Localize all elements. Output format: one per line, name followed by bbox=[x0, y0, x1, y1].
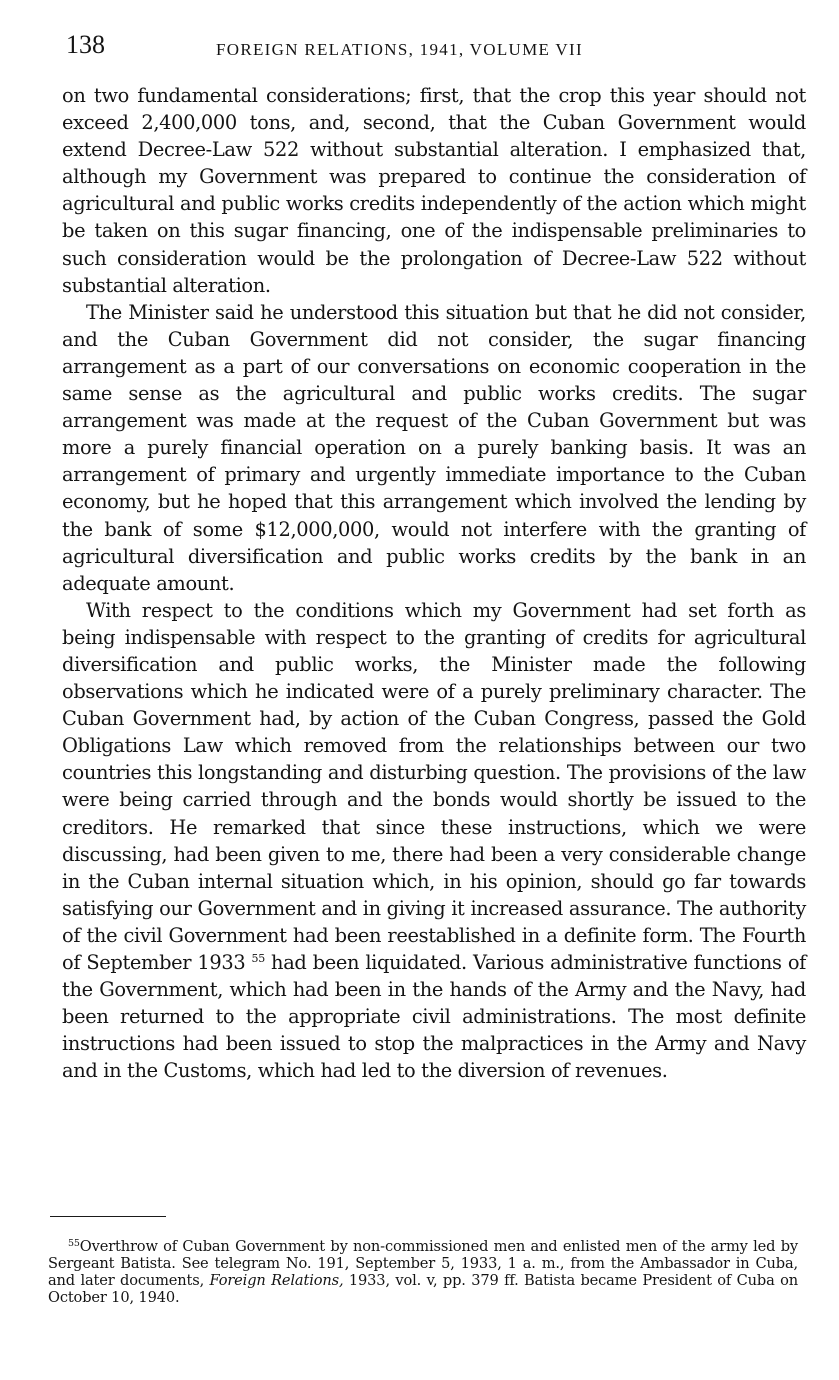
paragraph-2: The Minister said he understood this situation but that he did not consider, and the Cuban Government did not consider, the sugar financing arrangement as a part of our conversations on economic cooperation in the same sense as the agricultural and public works credits. The sugar arrangement was made at the request of the Cuban Government but was more a purely financial operation on a purely banking basis. It was an arrangement of primary and urgently immediate importance to the Cuban economy, but he hoped that this arrangement which involved the lending by the bank of some $12,000,000, would not interfere with the granting of agricultural diversification and public works credits by the bank in an adequate amount. bbox=[62, 300, 806, 595]
footnote-text-a: Overthrow of Cuban Government by non-commissioned men and enlisted men of the army led by Sergeant Batista. See telegram No. 191, September 5, 1933, 1 a. m., from the Ambassador in Cuba, and later documents, bbox=[48, 1238, 798, 1289]
running-title: FOREIGN RELATIONS, 1941, VOLUME VII bbox=[216, 40, 583, 59]
footnote-reference[interactable]: 55 bbox=[251, 952, 265, 965]
running-header bbox=[66, 30, 806, 64]
footnote-text-b: 1933, vol. v, pp. 379 ff. Batista became President of Cuba on October 10, 1940. bbox=[48, 1272, 798, 1306]
footnote-italic-title: Foreign Relations, bbox=[209, 1272, 344, 1289]
page-number: 138 bbox=[66, 30, 105, 59]
paragraph-3-text-a: With respect to the conditions which my Government had set forth as being indispensable with respect to the granting of credits for agricultural diversification and public works, the Minister made the following observations which he indicated were of a purely preliminary character. The Cuban Government had, by action of the Cuban Congress, passed the Gold Obligations Law which removed from the relationships between our two countries this longstanding and disturbing question. The provisions of the law were being carried through and the bonds would shortly be issued to the creditors. He remarked that since these instructions, which we were discussing, had been given to me, there had been a very considerable change in the Cuban internal situation which, in his opinion, should go far towards satisfying our Government and in giving it increased assurance. The authority of the civil Government had been reestablished in a definite form. The Fourth of September 1933 bbox=[62, 598, 806, 974]
footnote-marker: 55 bbox=[68, 1238, 80, 1249]
footnote bbox=[48, 1238, 798, 1306]
paragraph-3 bbox=[62, 597, 806, 1085]
paragraph-1: on two fundamental considerations; first, that the crop this year should not exceed 2,400,000 tons, and, second, that the Cuban Government would extend Decree-Law 522 without substantial alteration. I emphasized that, although my Government was prepared to continue the consideration of agricultural and public works credits independently of the action which might be taken on this sugar financing, one of the indispensable preliminaries to such consideration would be the prolongation of Decree-Law 522 without substantial alteration. bbox=[62, 84, 806, 297]
paragraph-3-text-b: had been liquidated. Various administrative functions of the Government, which had been in the hands of the Army and the Navy, had been returned to the appropriate civil administrations. The most definite instructions had been issued to stop the malpractices in the Army and Navy and in the Customs, which had led to the diversion of revenues. bbox=[62, 951, 806, 1083]
body-text bbox=[62, 82, 806, 1084]
footnote-divider bbox=[50, 1216, 166, 1217]
